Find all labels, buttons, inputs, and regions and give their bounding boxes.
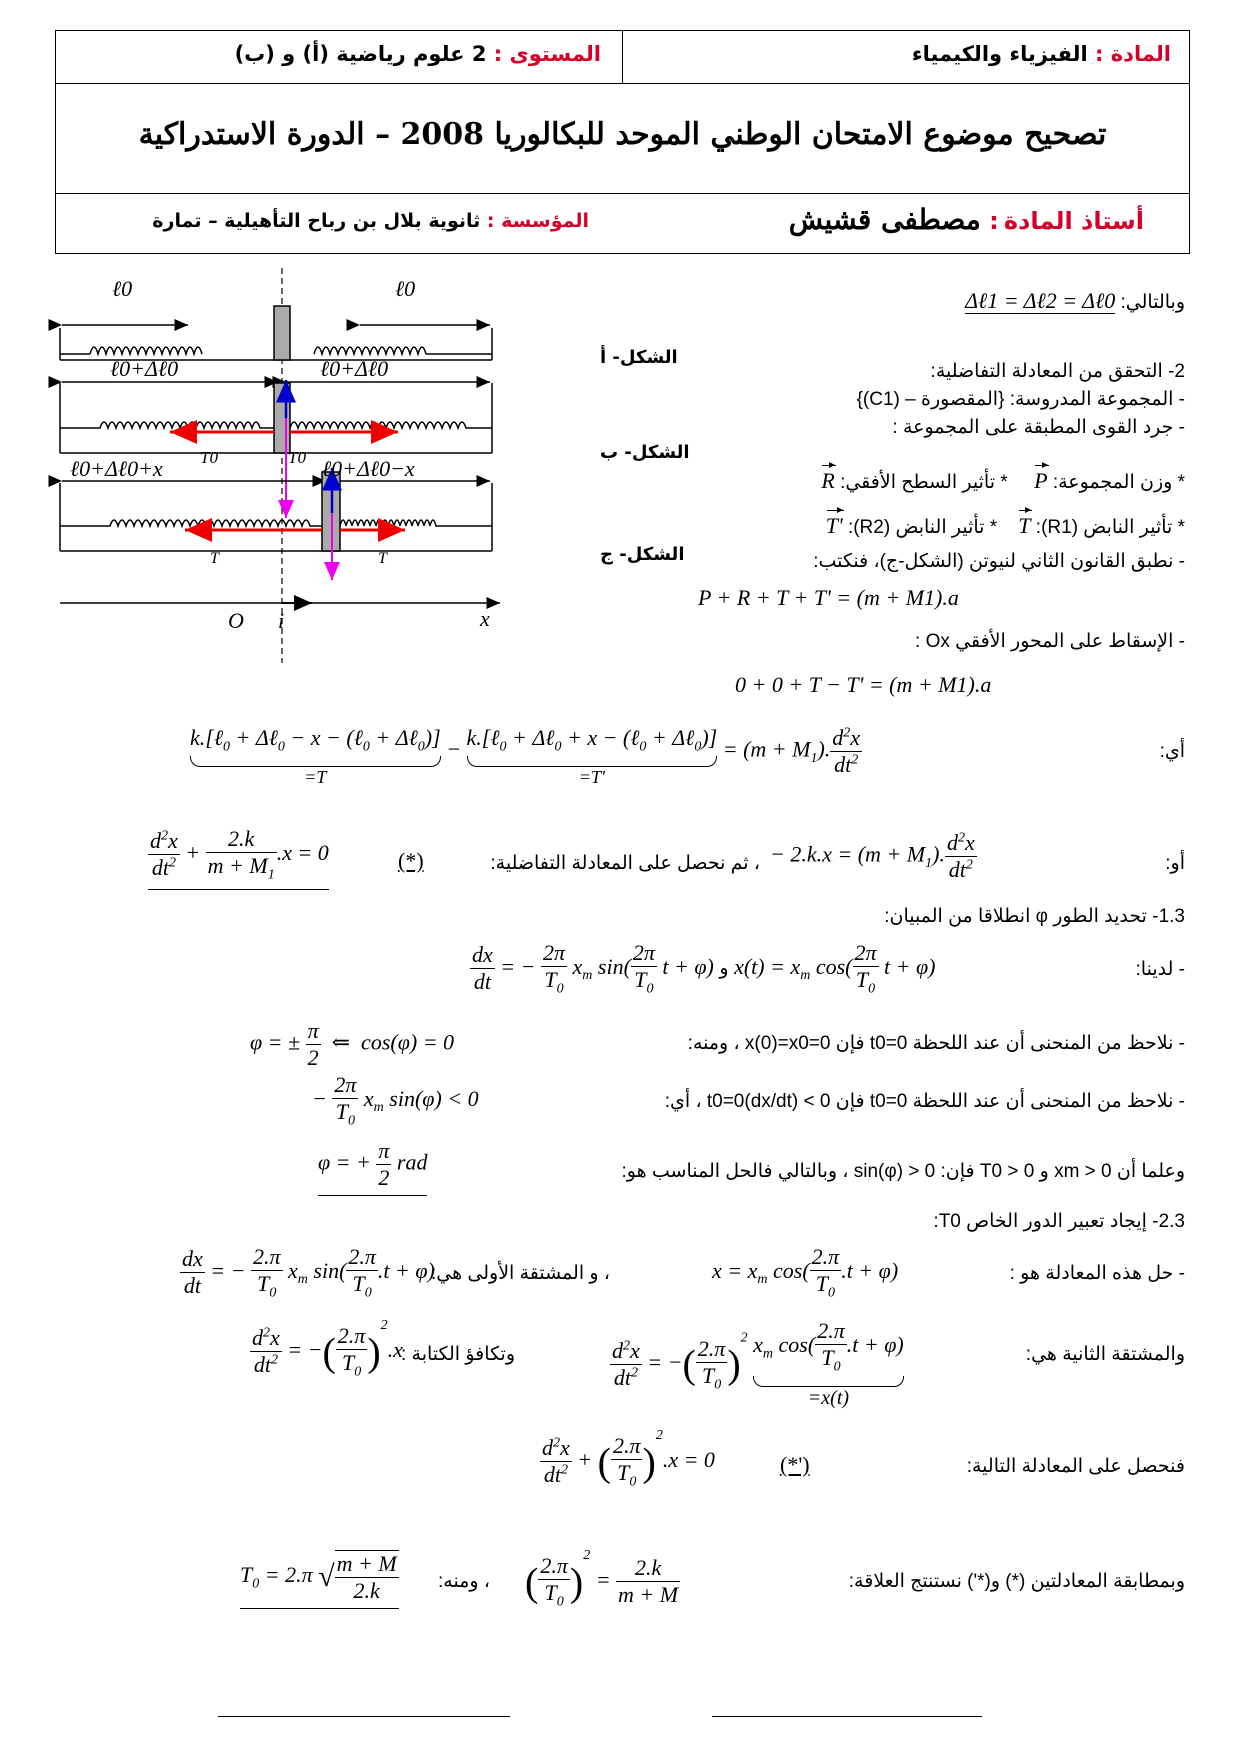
label-fig-c: الشكل- ج xyxy=(600,544,685,565)
matching: وبمطابقة المعادلتين (*) و(*') نستنتج العلاقة: xyxy=(848,1571,1185,1592)
weight-text: * وزن المجموعة: xyxy=(1052,472,1185,493)
note2-line: - نلاحظ من المنحنى أن عند اللحظة t0=0 فإن 0 > (dx/dt)t0=0 ، أي: xyxy=(664,1091,1185,1112)
footer-line-right xyxy=(712,1716,982,1717)
header-row-3 xyxy=(56,193,1189,253)
sec2-title: 2- التحقق من المعادلة التفاضلية: xyxy=(930,361,1185,382)
second-deriv: والمشتقة الثانية هي: xyxy=(1025,1344,1185,1365)
school-label: المؤسسة xyxy=(501,210,589,232)
label-l0dl0mx: ℓ0+Δℓ0−x xyxy=(322,456,415,481)
system-line: - المجموعة المدروسة: {المقصورة – (C1)} xyxy=(856,389,1185,410)
hence: ، ومنه: xyxy=(438,1571,490,1592)
we-have: - لدينا: xyxy=(1135,959,1185,980)
label-unit: i xyxy=(278,608,285,633)
sec31-title: 1.3- تحديد الطور φ انطلاقا من المبيان: xyxy=(884,906,1185,927)
note1-line: - نلاحظ من المنحنى أن عند اللحظة t0=0 فإن x(0)=x0=0 ، ومنه: xyxy=(687,1033,1185,1054)
teacher-name: مصطفى قشيش xyxy=(788,203,981,236)
label-fig-b: الشكل- ب xyxy=(600,442,690,463)
eq-diff: $\frac{d^2x}{dt^2}$ + $\frac{2.k}{m + M_1}$ .x = 0 xyxy=(148,826,329,890)
ie-label: أي: xyxy=(1159,741,1185,762)
eq-first-deriv: $\frac{dx}{dt}$ = − $\frac{2.\pi}{T_0}$ $x_m$ sin( $\frac{2.\pi}{T_0}$ .t + φ) xyxy=(182,1244,435,1301)
header-row-1 xyxy=(56,31,1189,84)
eq-relation: ( $\frac{2.\pi}{T_0}$ )$^2$ = $\frac{2.k}{m + M}$ xyxy=(525,1548,679,1610)
level-label: المستوى xyxy=(509,42,601,66)
label-l0dl0-right: ℓ0+Δℓ0 xyxy=(320,356,389,381)
eq-solution: $x = x_m$ cos( $\frac{2.\pi}{T_0}$ .t + φ) xyxy=(712,1244,899,1301)
eq-second-deriv-x: $\frac{d^2x}{dt^2}$ = −( $\frac{2.\pi}{T_0}$ )$^2$.x xyxy=(252,1318,403,1380)
level: المستوى : 2 علوم رياضية (أ) و (ب) xyxy=(234,42,601,66)
eq-springs-long: k.[ℓ$_0$ + Δℓ$_0$ − x − (ℓ$_0$ + Δℓ$_0$)] =T − k.[ℓ$_0$ + Δℓ$_0$ + x − (ℓ$_0$ + Δℓ$_0$)] =T' = $(m + M_1)$. $\frac{d^2x}{dt^2}$ xyxy=(190,725,861,788)
teacher: أستاذ المادة : مصطفى قشيش xyxy=(788,203,1144,236)
eq-x-dx: $\frac{dx}{dt}$ = − $\frac{2\pi}{T_0}$ $x_m$ sin( $\frac{2\pi}{T_0}$ t + φ) و $x(t) = x_m$ cos( $\frac{2\pi}{T_0}$ t + φ) xyxy=(472,940,936,997)
subject-value: الفيزياء والكيمياء xyxy=(911,42,1088,66)
label-T0-left: T0 xyxy=(200,448,218,467)
and-text: و xyxy=(719,957,729,979)
label-T-right: T xyxy=(378,550,387,567)
eq-minus2kx: − $2.k.x = (m + M_1)$. $\frac{d^2x}{dt^2}$ xyxy=(770,830,975,882)
projection-line: - الإسقاط على المحور الأفقي Ox : xyxy=(915,631,1185,652)
subject-label: المادة xyxy=(1110,42,1171,66)
weight-line: * وزن المجموعة: P * تأثير السطح الأفقي: R xyxy=(821,468,1185,493)
teacher-label: أستاذ المادة xyxy=(1003,207,1144,235)
level-value: 2 علوم رياضية (أ) و (ب) xyxy=(234,42,487,66)
label-l0-right: ℓ0 xyxy=(395,276,416,301)
spring2-text: * تأثير النابض (R2): xyxy=(847,517,998,538)
newton-line: - نطبق القانون الثاني لنيوتن (الشكل-ج)، فنكتب: xyxy=(813,551,1185,572)
label-T-left: T xyxy=(210,550,219,567)
solution-line: - حل هذه المعادلة هو : xyxy=(1009,1263,1185,1284)
we-get: فنحصل على المعادلة التالية: xyxy=(966,1456,1185,1477)
reaction-text: * تأثير السطح الأفقي: xyxy=(840,472,1008,493)
label-fig-a: الشكل- أ xyxy=(600,347,678,368)
eq-T0: $T_0 = 2.\pi$ √ $\frac{m + M}{2.k}$ xyxy=(240,1550,399,1609)
header-table xyxy=(55,30,1190,254)
label-l0dl0px: ℓ0+Δℓ0+x xyxy=(70,456,163,481)
page-title: تصحيح موضوع الامتحان الوطني الموحد للبكالوريا 2008 – الدورة الاستدراكية xyxy=(138,117,1107,152)
label-l0-left: ℓ0 xyxy=(112,276,133,301)
consequently-text: وبالتالي: xyxy=(1120,292,1185,313)
subject: المادة : الفيزياء والكيمياء xyxy=(911,42,1171,66)
first-deriv: ، و المشتقة الأولى هي: xyxy=(430,1263,610,1284)
equivalent: وتكافؤ الكتابة : xyxy=(400,1344,515,1365)
eq-sin-neg: − $\frac{2\pi}{T_0}$ $x_m$ sin(φ) < 0 xyxy=(312,1072,479,1129)
springs-line: * تأثير النابض (R1): T * تأثير النابض (R2): T' xyxy=(825,513,1185,538)
sec32-title: 2.3- إيجاد تعبير الدور الخاص T0: xyxy=(933,1211,1185,1232)
eq-starp: $\frac{d^2x}{dt^2}$ + ( $\frac{2.\pi}{T_0}$ )$^2$.x = 0 xyxy=(542,1428,715,1490)
school-value: ثانوية بلال بن رباح التأهيلية – تمارة xyxy=(152,210,481,232)
eq-newton: P + R + T + T' = (m + M1).a xyxy=(698,585,959,610)
line-consequently xyxy=(965,288,1185,314)
eq-proj: 0 + 0 + T − T' = (m + M1).a xyxy=(735,672,992,697)
or-label: أو: xyxy=(1165,853,1185,874)
then-get: ، ثم نحصل على المعادلة التفاضلية: xyxy=(490,853,760,874)
knowing-line: وعلما أن xm > 0 و T0 > 0 فإن: sin(φ) > 0 ، وبالتالي فالحل المناسب هو: xyxy=(621,1161,1185,1182)
school: المؤسسة : ثانوية بلال بن رباح التأهيلية – تمارة xyxy=(152,210,589,232)
eq-second-deriv: $\frac{d^2x}{dt^2}$ = −( $\frac{2.\pi}{T_0}$ )$^2$ $x_m$ cos( $\frac{2.\pi}{T_0}$ .t + φ) =x(t) xyxy=(612,1318,904,1410)
eq-phi-pm: φ = ± $\frac{\pi}{2}$ ⇐ cos(φ) = 0 xyxy=(250,1018,455,1070)
eq-star-label: (*) xyxy=(398,848,424,873)
label-T0-right: T0 xyxy=(288,448,306,467)
springs-figure xyxy=(60,268,690,698)
eq-starp-label: (*') xyxy=(780,1452,810,1477)
forces-line: - جرد القوى المطبقة على المجموعة : xyxy=(892,417,1185,438)
brace-T: =T xyxy=(304,767,327,788)
brace-Tp: =T' xyxy=(578,767,605,788)
spring1-text: * تأثير النابض (R1): xyxy=(1035,517,1185,538)
label-axis: x xyxy=(480,606,490,631)
label-l0dl0-left: ℓ0+Δℓ0 xyxy=(110,356,179,381)
eq-phi-result: φ = + $\frac{\pi}{2}$ rad xyxy=(318,1138,427,1196)
footer-line-left xyxy=(218,1716,510,1717)
header-row-2 xyxy=(56,83,1189,194)
eq-dl: Δℓ1 = Δℓ2 = Δℓ0 xyxy=(965,288,1116,313)
label-origin: O xyxy=(228,608,244,633)
